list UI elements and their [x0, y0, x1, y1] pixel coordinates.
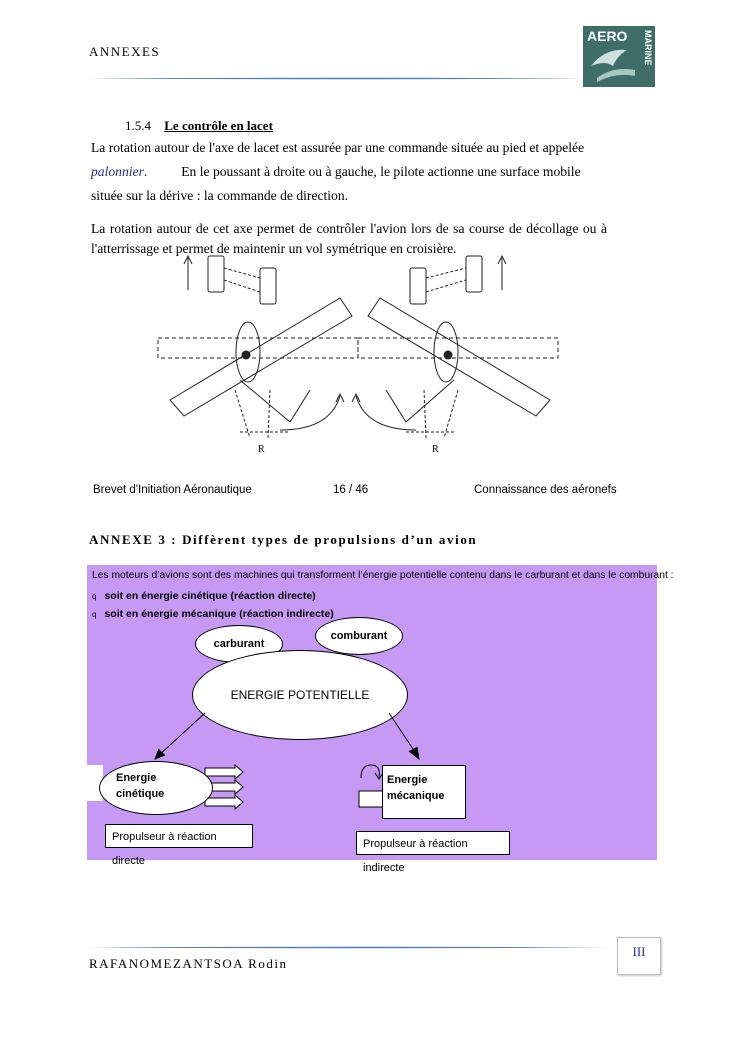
- vector-label-left: R: [258, 444, 265, 455]
- logo-text-aero: AERO: [587, 28, 628, 44]
- propulseur-directe-box: Propulseur à réaction directe: [105, 824, 253, 848]
- page-header-title: ANNEXES: [89, 44, 161, 59]
- left-rudder-pedals: [184, 256, 276, 304]
- header-divider: [89, 77, 584, 80]
- section-title: Le contrôle en lacet: [164, 118, 273, 133]
- comburant-ellipse: comburant: [315, 617, 403, 655]
- diagram-connectors: [87, 565, 674, 860]
- figure-footer-page: 16 / 46: [333, 484, 369, 496]
- paragraph-palonnier: [91, 138, 607, 206]
- logo-text-marine: MARINE: [643, 30, 653, 66]
- energie-potentielle-ellipse: ENERGIE POTENTIELLE: [192, 650, 408, 740]
- annexe-title: ANNEXE 3 : Diffèrent types de propulsions d’un avion: [89, 532, 478, 547]
- energie-cinetique-shape: [99, 761, 213, 815]
- paragraph-rotation: La rotation autour de cet axe permet de contrôler l'avion lors de sa course de décollage ou à l'atterrissage et permet de maintenir un vol symétrique en croisière.: [91, 221, 607, 256]
- right-rudder-pedals: [410, 256, 506, 304]
- propulsion-diagram: [87, 565, 674, 874]
- section-number: 1.5.4: [125, 118, 151, 133]
- left-aircraft-topview: [158, 298, 358, 438]
- energie-cinetique-line1: Energie: [116, 772, 157, 784]
- energie-mecanique-line1: Energie: [387, 774, 428, 786]
- propulseur-indirecte-box: Propulseur à réaction indirecte: [356, 831, 510, 855]
- footer-author: RAFANOMEZANTSOA Rodin: [89, 956, 288, 971]
- figure-footer-right: Connaissance des aéronefs: [474, 484, 617, 496]
- footer-divider: [89, 946, 609, 949]
- section-heading: [125, 118, 273, 134]
- right-aircraft-topview: [352, 298, 558, 438]
- term-palonnier: palonnier: [91, 164, 144, 179]
- para1-line3: située sur la dérive : la commande de direction.: [91, 188, 349, 203]
- para1-line2: [91, 162, 607, 182]
- page-number: III: [617, 937, 661, 975]
- bullet-2-text: soit en énergie mécanique (réaction indirecte): [104, 608, 334, 620]
- para1-line1: La rotation autour de l'axe de lacet est assurée par une commande située au pied et appelée: [91, 140, 585, 155]
- figure-footer-left: Brevet d'Initiation Aéronautique: [93, 484, 252, 496]
- bullet-mark-1: q: [92, 592, 97, 601]
- energie-cinetique-line2: cinétique: [116, 788, 165, 800]
- logo-graphic: [583, 26, 655, 87]
- bullet-1-text: soit en énergie cinétique (réaction directe): [104, 590, 316, 602]
- aeromarine-logo: [583, 26, 655, 87]
- yaw-control-figure: [140, 250, 580, 460]
- carburant-ellipse: carburant: [195, 625, 283, 663]
- vector-label-right: R: [432, 444, 439, 455]
- diagram-intro: Les moteurs d’avions sont des machines qui transforment l’énergie potentielle contenu dans le carburant et dans le comburant :: [92, 570, 674, 581]
- energie-mecanique-line2: mécanique: [387, 790, 445, 802]
- energie-mecanique-box: [382, 765, 466, 819]
- para1-line2-rest: . En le poussant à droite ou à gauche, le pilote actionne une surface mobile: [143, 164, 581, 179]
- bullet-mark-2: q: [92, 610, 97, 619]
